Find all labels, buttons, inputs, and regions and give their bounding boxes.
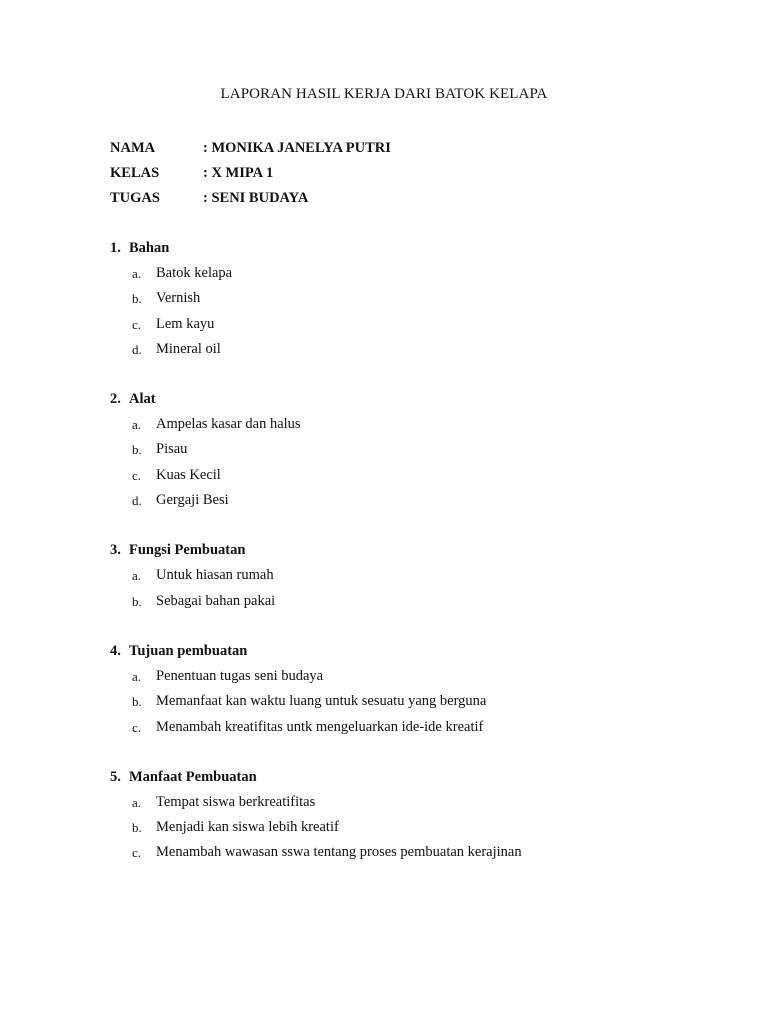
list-item-letter: c. (132, 845, 142, 861)
section-number: 2. (110, 391, 121, 408)
list-item (110, 715, 710, 740)
info-label: NAMA (110, 140, 156, 156)
section-heading-text: Fungsi Pembuatan (129, 542, 246, 559)
list-item-letter: b. (132, 694, 142, 710)
list-item-text: Batok kelapa (156, 265, 233, 281)
section-heading-text: Tujuan pembuatan (129, 642, 248, 659)
list-item (110, 337, 710, 362)
list-item-text: Pisau (156, 441, 188, 458)
section-number: 4. (110, 642, 121, 659)
list-item-letter: b. (132, 820, 142, 836)
list-item (110, 286, 710, 311)
section-heading (110, 387, 710, 412)
section-heading (110, 236, 710, 261)
list-item (110, 664, 710, 689)
list-item-letter: b. (132, 593, 142, 609)
list-item-text: Menambah kreatifitas untk mengeluarkan ide-ide kreatif (156, 718, 484, 735)
section-heading (110, 639, 710, 664)
section-heading (110, 765, 710, 790)
list-item (110, 589, 710, 614)
info-value: : X MIPA 1 (203, 165, 274, 181)
list-item-letter: c. (132, 467, 142, 483)
list-item-letter: a. (132, 568, 142, 584)
list-item (110, 412, 710, 437)
document-title: LAPORAN HASIL KERJA DARI BATOK KELAPA (220, 86, 548, 102)
list-item (110, 790, 710, 815)
list-item-text: Lem kayu (156, 315, 215, 332)
section (110, 538, 710, 614)
list-item-text: Untuk hiasan rumah (156, 567, 274, 584)
list-item-text: Vernish (156, 290, 201, 307)
list-item-text: Tempat siswa berkreatifitas (156, 793, 316, 810)
info-row-tugas (110, 186, 391, 211)
info-label: TUGAS (110, 190, 160, 206)
list-item-letter: a. (132, 266, 142, 281)
list-item-letter: d. (132, 493, 142, 509)
section (110, 387, 710, 513)
list-item (110, 261, 710, 286)
list-item-text: Penentuan tugas seni budaya (156, 667, 324, 684)
list-item (110, 563, 710, 588)
info-value: : SENI BUDAYA (203, 190, 309, 206)
section (110, 236, 710, 362)
list-item-text: Kuas Kecil (156, 466, 221, 483)
list-item-letter: a. (132, 794, 142, 810)
list-item-letter: a. (132, 417, 142, 433)
section (110, 765, 710, 866)
list-item (110, 689, 710, 714)
list-item (110, 840, 710, 865)
list-item-text: Memanfaat kan waktu luang untuk sesuatu yang berguna (156, 693, 487, 710)
list-item (110, 488, 710, 513)
info-row-kelas (110, 161, 391, 186)
list-item-letter: c. (132, 316, 142, 332)
list-item-letter: c. (132, 719, 142, 735)
section-heading (110, 538, 710, 563)
list-item (110, 437, 710, 462)
list-item-text: Ampelas kasar dan halus (156, 416, 301, 433)
info-label: KELAS (110, 165, 160, 181)
section-heading-text: Bahan (129, 240, 170, 256)
list-item-text: Gergaji Besi (156, 492, 229, 509)
list-item-text: Sebagai bahan pakai (156, 592, 276, 609)
info-value: : MONIKA JANELYA PUTRI (203, 140, 391, 156)
section-heading-text: Alat (129, 391, 156, 408)
section-number: 3. (110, 542, 121, 559)
list-item-letter: d. (132, 341, 142, 357)
student-info (110, 136, 391, 211)
sections-list (110, 236, 710, 891)
section (110, 639, 710, 740)
list-item-text: Mineral oil (156, 340, 221, 357)
list-item-text: Menjadi kan siswa lebih kreatif (156, 819, 339, 836)
section-heading-text: Manfaat Pembuatan (129, 768, 257, 785)
list-item (110, 312, 710, 337)
section-number: 5. (110, 768, 121, 785)
list-item-text: Menambah wawasan sswa tentang proses pembuatan kerajinan (156, 844, 522, 861)
list-item-letter: b. (132, 442, 142, 458)
section-number: 1. (110, 240, 121, 256)
list-item-letter: a. (132, 668, 142, 684)
list-item-letter: b. (132, 291, 142, 307)
list-item (110, 815, 710, 840)
list-item (110, 463, 710, 488)
info-row-nama (110, 136, 391, 161)
